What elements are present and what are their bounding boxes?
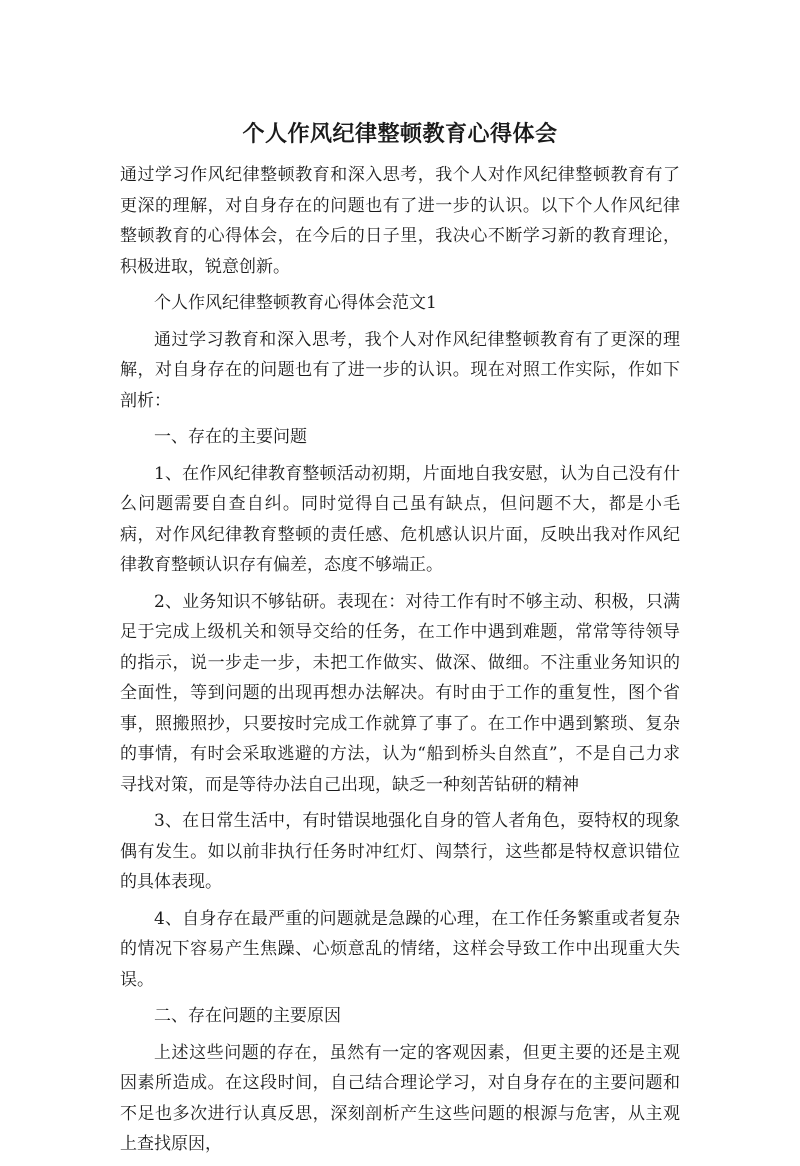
- section1-heading: 一、存在的主要问题: [154, 427, 307, 447]
- sample-heading: 个人作风纪律整顿教育心得体会范文1: [154, 293, 437, 313]
- document-title: 个人作风纪律整顿教育心得体会: [242, 122, 558, 147]
- section2-heading: 二、存在问题的主要原因: [154, 1006, 341, 1026]
- problem-item-1: 1、在作风纪律教育整顿活动初期，片面地自我安慰，认为自己没有什么问题需要自查自纠。同时觉得自己虽有缺点，但问题不大，都是小毛病，对作风纪律教育整顿的责任感、危机感认识片面，反映出我对作风纪律教育整顿认识存有偏差，态度不够端正。: [120, 463, 680, 575]
- intro-paragraph: 通过学习作风纪律整顿教育和深入思考，我个人对作风纪律整顿教育有了更深的理解，对自身存在的问题也有了进一步的认识。以下个人作风纪律整顿教育的心得体会，在今后的日子里，我决心不断学习新的教育理论，积极进取，锐意创新。: [120, 165, 680, 277]
- document-page: [120, 118, 680, 1166]
- problem-item-2: 2、业务知识不够钻研。表现在：对待工作有时不够主动、积极，只满足于完成上级机关和领导交给的任务，在工作中遇到难题，常常等待领导的指示，说一步走一步，未把工作做实、做深、做细。不注重业务知识的全面性，等到问题的出现再想办法解决。有时由于工作的重复性，图个省事，照搬照抄，只要按时完成工作就算了事了。在工作中遇到繁琐、复杂的事情，有时会采取逃避的方法，认为“船到桥头自然直”，不是自己力求寻找对策，而是等待办法自己出现，缺乏一种刻苦钻研的精神: [120, 591, 680, 795]
- sample-intro-paragraph: 通过学习教育和深入思考，我个人对作风纪律整顿教育有了更深的理解，对自身存在的问题也有了进一步的认识。现在对照工作实际，作如下剖析：: [120, 329, 680, 411]
- problem-item-3: 3、在日常生活中，有时错误地强化自身的管人者角色，耍特权的现象偶有发生。如以前非执行任务时冲红灯、闯禁行，这些都是特权意识错位的具体表现。: [120, 811, 680, 892]
- section2-paragraph: 上述这些问题的存在，虽然有一定的客观因素，但更主要的还是主观因素所造成。在这段时间，自己结合理论学习，对自身存在的主要问题和不足也多次进行认真反思，深刻剖析产生这些问题的根源与危害，从主观上查找原因，: [120, 1042, 680, 1154]
- problem-item-4: 4、自身存在最严重的问题就是急躁的心理，在工作任务繁重或者复杂的情况下容易产生焦躁、心烦意乱的情绪，这样会导致工作中出现重大失误。: [120, 908, 680, 990]
